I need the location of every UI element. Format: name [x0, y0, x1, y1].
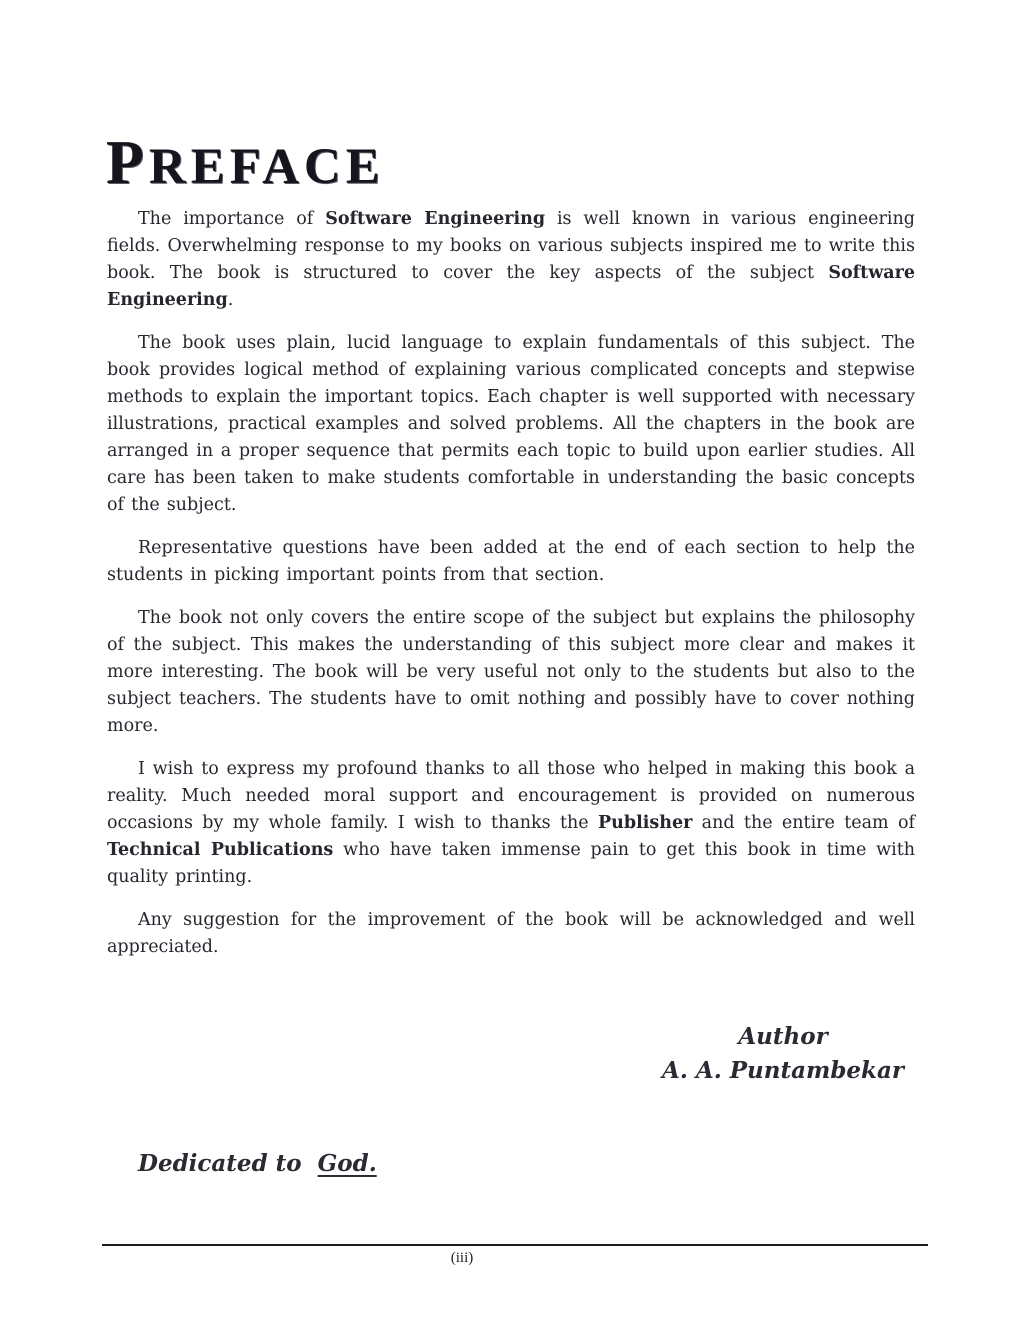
text-segment: The book uses plain, lucid language to explain fundamentals of this subject. The book provides logical method of explaining various complicated concepts and stepwise methods to explain the important topics. Each chapter is well supported with necessary illustrations, practical examples and solved problems. All the chapters in the book are arranged in a proper sequence that permits each topic to build upon earlier studies. All care has been taken to make students comfortable in understanding the basic concepts of the subject.	[107, 333, 915, 515]
text-segment: The book not only covers the entire scope of the subject but explains the philosophy of the subject. This makes the understanding of this subject more clear and makes it more interesting. The book will be very useful not only to the students but also to the subject teachers. The students have to omit nothing and possibly have to cover nothing more.	[107, 608, 915, 736]
page-title-rest: REFACE	[148, 139, 385, 195]
page-title-initial: P	[106, 129, 149, 197]
signature-block	[662, 1020, 904, 1088]
text-segment: The importance of	[138, 209, 326, 229]
paragraph	[107, 206, 915, 314]
dedication-line	[138, 1150, 377, 1177]
page-number: (iii)	[450, 1250, 474, 1266]
bold-text-segment: Technical Publications	[107, 840, 334, 860]
preface-body	[107, 206, 915, 977]
text-segment: Any suggestion for the improvement of the book will be acknowledged and well appreciated.	[107, 910, 915, 957]
signature-author-label: Author	[738, 1023, 828, 1050]
page-title	[106, 129, 385, 197]
text-segment: is well known in various engineering fields. Overwhelming response to my books on various subjects inspired me to write this book. The book is structured to cover the key aspects of the subject	[107, 209, 915, 283]
bold-text-segment: Publisher	[597, 813, 693, 833]
text-segment: and the entire team of	[692, 813, 915, 833]
dedication-prefix: Dedicated to	[138, 1150, 302, 1177]
paragraph	[107, 330, 915, 519]
text-segment: I wish to express my profound thanks to all those who helped in making this book a reality. Much needed moral support and encouragement is provided on numerous occasions by my whole family. I wish to thanks the	[107, 759, 915, 833]
footer-divider	[102, 1244, 928, 1246]
bold-text-segment: Software Engineering	[325, 209, 546, 229]
paragraph	[107, 535, 915, 589]
text-segment: .	[227, 290, 234, 310]
bold-text-segment: Software Engineering	[107, 263, 915, 310]
paragraph	[107, 907, 915, 961]
paragraph	[107, 605, 915, 740]
text-segment: who have taken immense pain to get this book in time with quality printing.	[107, 840, 915, 887]
dedication-target: God.	[317, 1150, 377, 1177]
text-segment: Representative questions have been added at the end of each section to help the students in picking important points from that section.	[107, 538, 915, 585]
paragraph	[107, 756, 915, 891]
signature-author-name: A. A. Puntambekar	[662, 1057, 904, 1084]
